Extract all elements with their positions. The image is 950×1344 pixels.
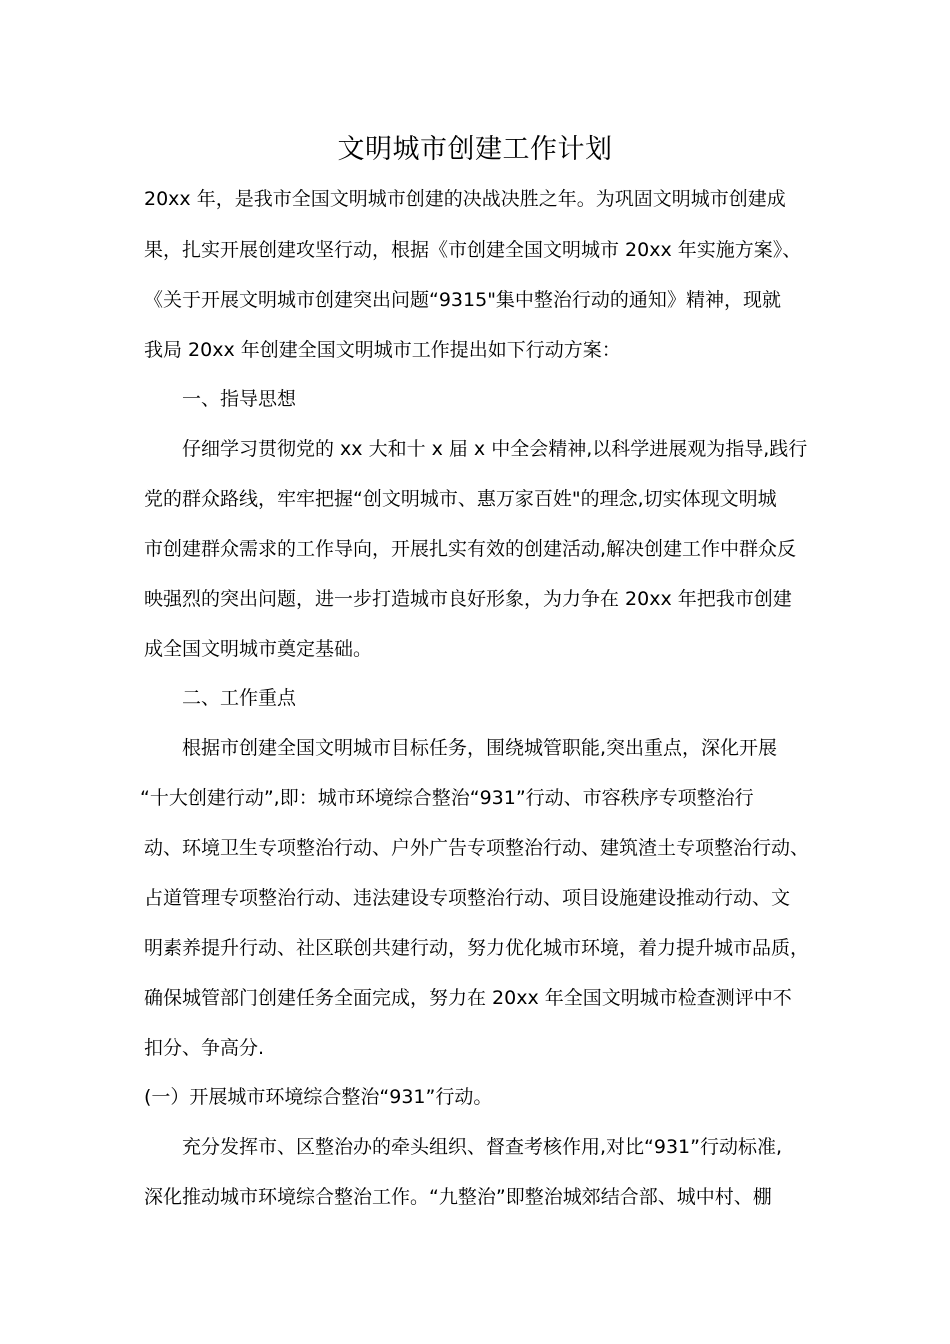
subsection-heading: (一）开展城市环境综合整治“931”行动。: [144, 1086, 493, 1108]
paragraph-line: 动、环境卫生专项整治行动、户外广告专项整治行动、建筑渣土专项整治行动、: [144, 837, 810, 859]
paragraph-line: 成全国文明城市奠定基础。: [144, 638, 373, 660]
paragraph-line: 深化推动城市环境综合整治工作。“九整治”即整治城郊结合部、城中村、棚: [144, 1186, 772, 1208]
paragraph-line: 扣分、争高分.: [144, 1037, 265, 1059]
paragraph-line: 20xx 年，是我市全国文明城市创建的决战决胜之年。为巩固文明城市创建成: [144, 188, 786, 210]
paragraph-line: 充分发挥市、区整治办的牵头组织、督查考核作用,对比“931”行动标准,: [182, 1136, 783, 1158]
section-heading: 二、工作重点: [182, 687, 297, 709]
paragraph-line: 仔细学习贯彻党的 xx 大和十 x 届 x 中全会精神,以科学进展观为指导,践行: [182, 438, 808, 460]
paragraph-line: 明素养提升行动、社区联创共建行动，努力优化城市环境，着力提升城市品质，: [144, 937, 810, 959]
paragraph-line: 映强烈的突出问题，进一步打造城市良好形象，为力争在 20xx 年把我市创建: [144, 588, 792, 610]
paragraph-line: 党的群众路线，牢牢把握“创文明城市、惠万家百姓"的理念,切实体现文明城: [144, 488, 777, 510]
paragraph-line: 根据市创建全国文明城市目标任务，围绕城管职能,突出重点，深化开展: [182, 737, 778, 759]
document-title: 文明城市创建工作计划: [337, 134, 613, 165]
paragraph-line: 确保城管部门创建任务全面完成，努力在 20xx 年全国文明城市检查测评中不: [144, 987, 792, 1009]
paragraph-line: 果，扎实开展创建攻坚行动，根据《市创建全国文明城市 20xx 年实施方案》、: [144, 239, 802, 261]
paragraph-line: 占道管理专项整治行动、违法建设专项整治行动、项目设施建设推动行动、文: [144, 887, 791, 909]
paragraph-line: 市创建群众需求的工作导向，开展扎实有效的创建活动,解决创建工作中群众反: [144, 538, 797, 560]
section-heading: 一、指导思想: [182, 388, 297, 410]
paragraph-line: 《关于开展文明城市创建突出问题“9315"集中整治行动的通知》精神，现就: [144, 289, 781, 311]
paragraph-line: 我局 20xx 年创建全国文明城市工作提出如下行动方案：: [144, 339, 621, 361]
paragraph-line: “十大创建行动”,即：城市环境综合整治“931”行动、市容秩序专项整治行: [140, 787, 754, 809]
